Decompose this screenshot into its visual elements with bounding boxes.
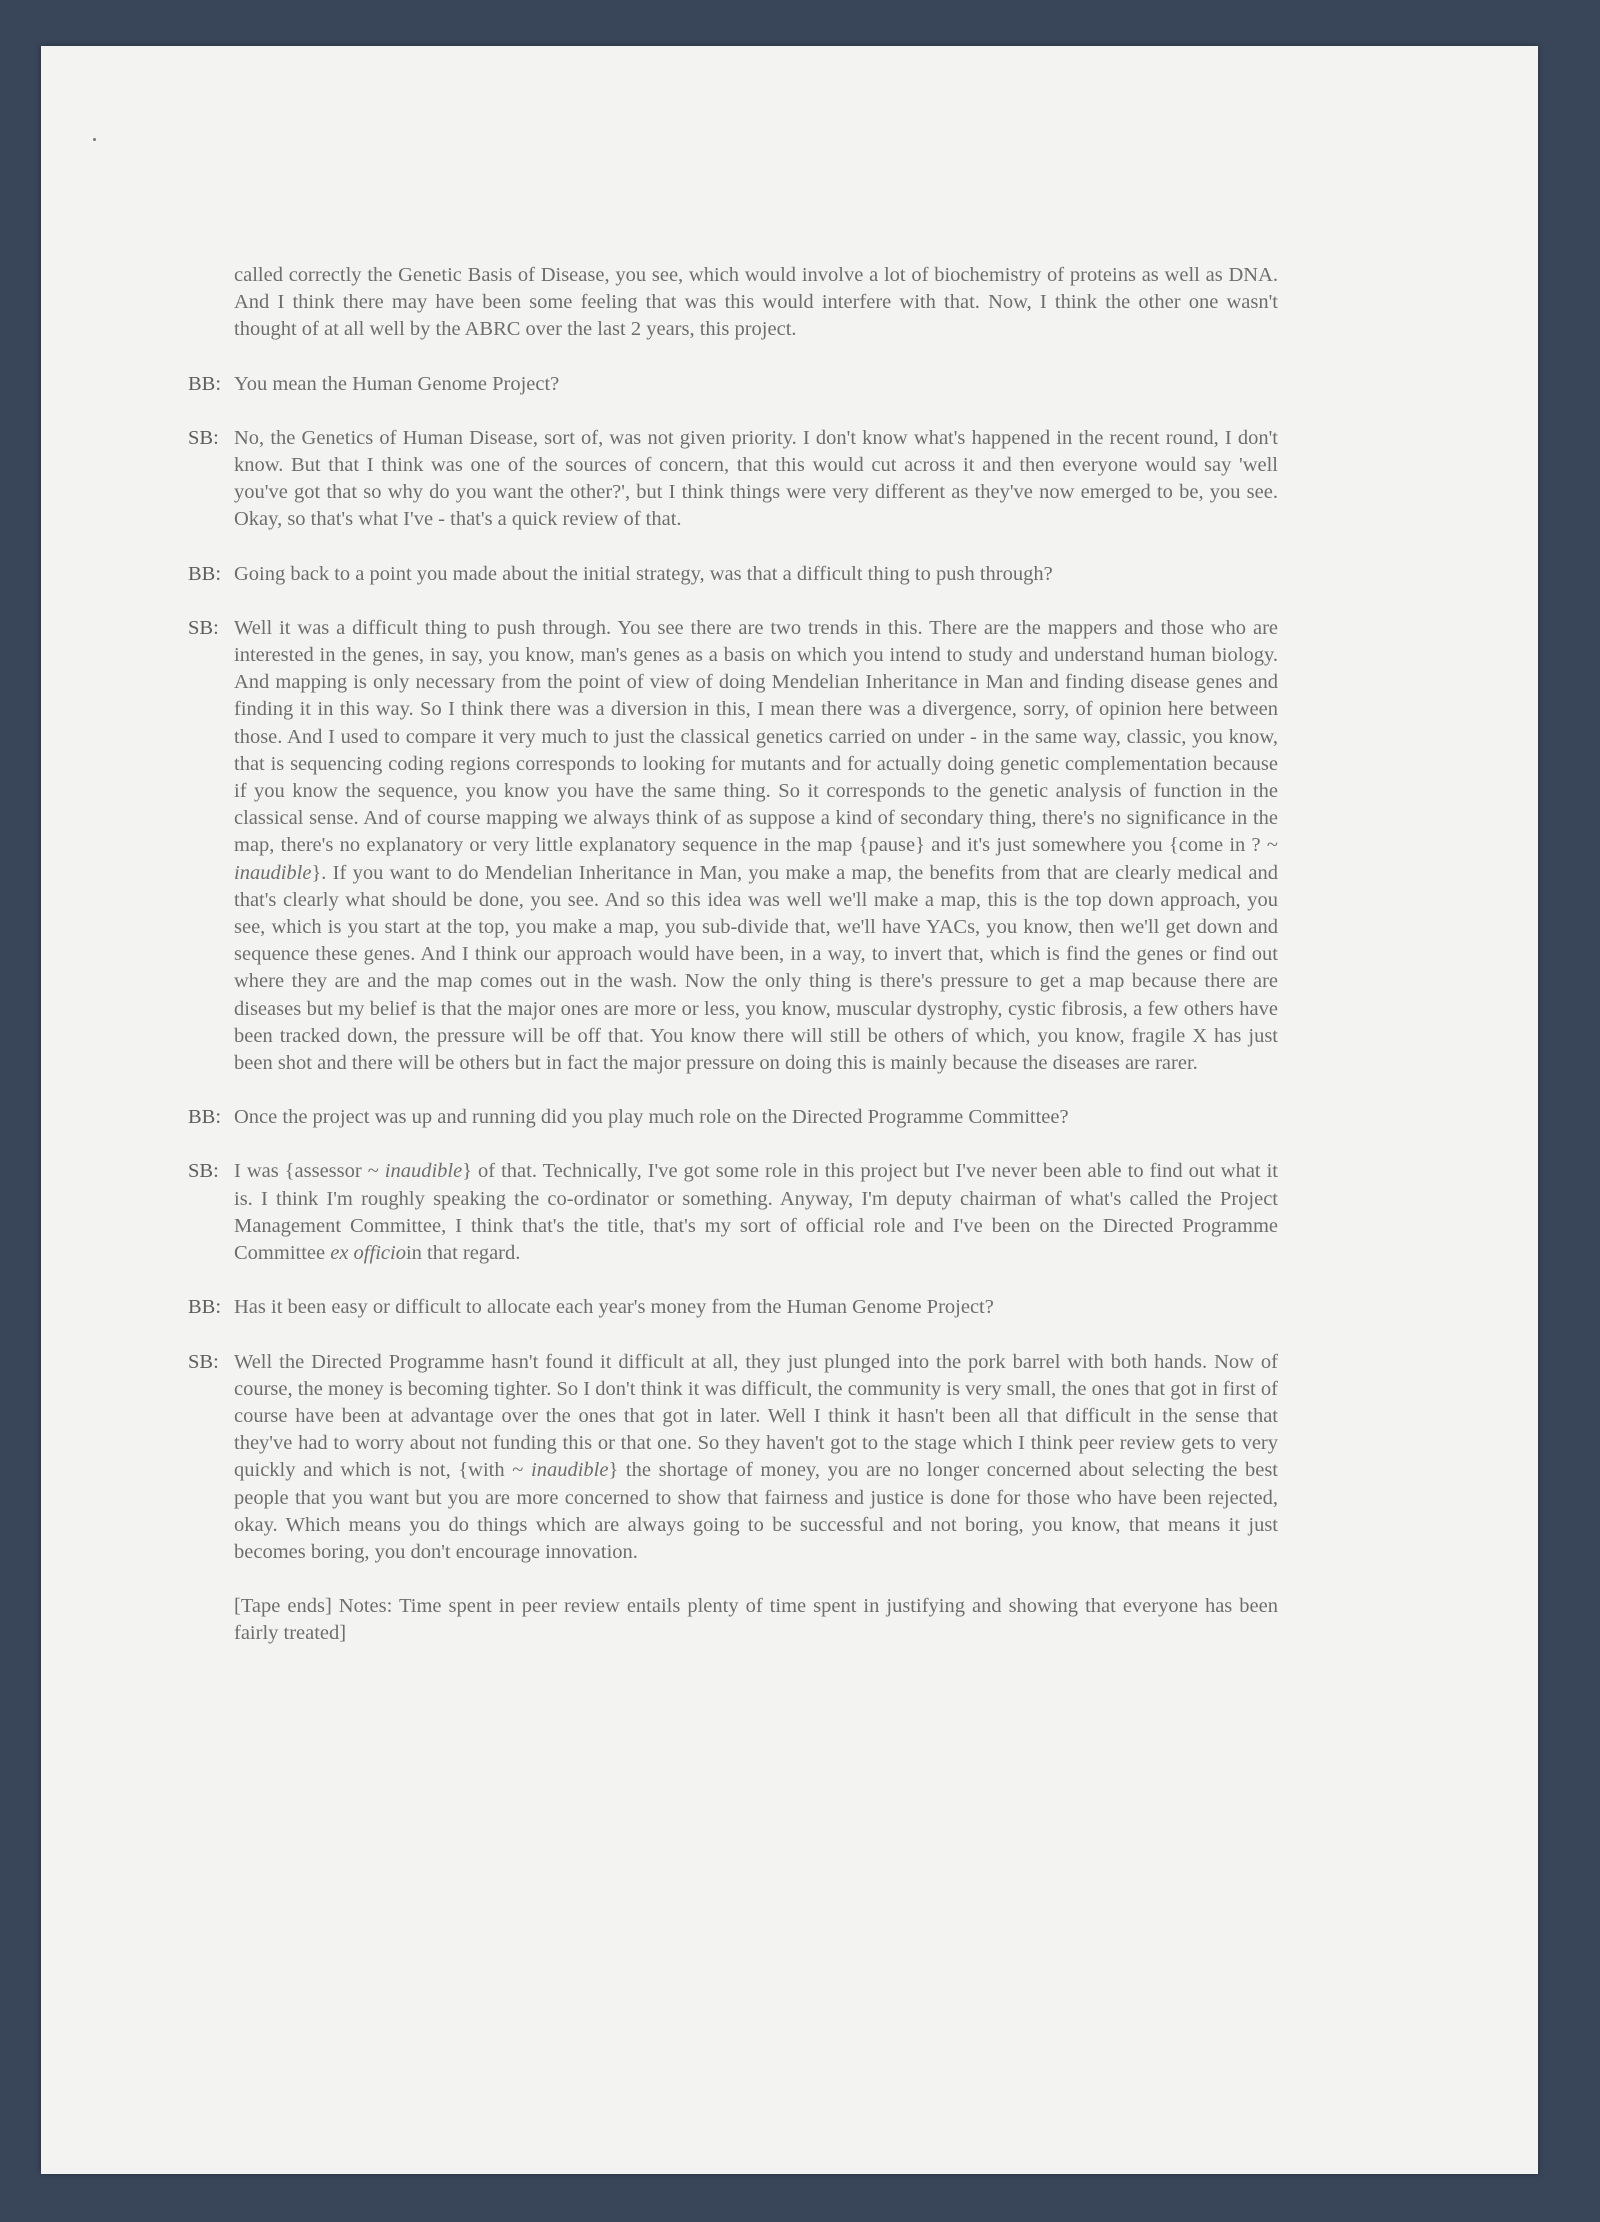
text-run: Well it was a difficult thing to push through. You see there are two trends in this. There are the mappers and those who are interested in the genes, in say, you know, man's genes as a basis on which you intend to study and understand human biology. And mapping is only necessary from the point of view of doing Mendelian Inheritance in Man and finding disease genes and finding it in this way. So I think there was a diversion in this, I mean there was a divergence, sorry, of opinion here between those. And I used to compare it very much to just the classical genetics carried on under - in the same way, classic, you know, that is sequencing coding regions corresponds to looking for mutants and for actually doing genetic complementation because if you know the sequence, you know you have the same thing. So it corresponds to the genetic analysis of function in the classical sense. And of course mapping we always think of as suppose a kind of secondary thing, there's no significance in the map, there's no explanatory or very little explanatory sequence in the map {pause} and it's just somewhere you {come in ? ~ <box>234 616 1278 857</box>
transcript-body <box>188 262 1278 1648</box>
scan-speck <box>93 138 96 141</box>
text-run: } of that. Technically, I've got some role in this project but I've never been able to find out what it is. I think I'm roughly speaking the co-ordinator or something. Anyway, I'm deputy chairman of what's called the Project Management Committee, I think that's the title, that's my sort of official role and I've been on the Directed Programme Committee <box>234 1160 1278 1265</box>
paragraph-bb-1 <box>188 371 1278 398</box>
paragraph-bb-2 <box>188 561 1278 588</box>
paragraph-text: Has it been easy or difficult to allocate each year's money from the Human Genome Project? <box>234 1296 994 1319</box>
note-text: [Tape ends] Notes: Time spent in peer review entails plenty of time spent in justifying and showing that everyone has been fairly treated] <box>234 1595 1278 1645</box>
paragraph-sb-2 <box>188 615 1278 1077</box>
text-run: Well the Directed Programme hasn't found it difficult at all, they just plunged into the pork barrel with both hands. Now of course, the money is becoming tighter. So I don't think it was difficult, the community is very small, the ones that got in first of course have been at advantage over the ones that got in later. Well I think it hasn't been all that difficult in the sense that they've had to worry about not funding this or that one. So they haven't got to the stage which I think peer review gets to very quickly and which is not, {with ~ <box>234 1350 1278 1482</box>
paragraph-sb-3 <box>188 1158 1278 1267</box>
speaker-label: SB: <box>188 1350 219 1373</box>
paragraph-bb-4 <box>188 1294 1278 1321</box>
paragraph-bb-3 <box>188 1104 1278 1131</box>
tape-end-note <box>188 1593 1278 1647</box>
paragraph-continuation <box>188 262 1278 344</box>
text-run: } the shortage of money, you are no longer concerned about selecting the best people that you want but you are more concerned to show that fairness and justice is done for those who have been rejected, okay. Which means you do things which are always going to be successful and not boring, you know, that means it just becomes boring, you don't encourage innovation. <box>234 1459 1279 1563</box>
paragraph-text <box>234 615 1278 1077</box>
speaker-label: SB: <box>188 426 219 449</box>
paragraph-text: You mean the Human Genome Project? <box>234 372 560 395</box>
italic-run: inaudible <box>531 1459 609 1482</box>
paragraph-text: Going back to a point you made about the initial strategy, was that a difficult thing to push through? <box>234 562 1053 585</box>
speaker-label: BB: <box>188 1296 222 1319</box>
italic-run: ex officio <box>330 1242 406 1265</box>
speaker-label: SB: <box>188 616 219 639</box>
speaker-label: BB: <box>188 1106 222 1129</box>
text-run: in that regard. <box>405 1242 521 1265</box>
paragraph-text <box>234 1349 1278 1567</box>
paragraph-sb-1 <box>188 425 1278 534</box>
paragraph-text <box>234 1158 1278 1267</box>
italic-run: inaudible <box>384 1160 463 1183</box>
text-run: }. If you want to do Mendelian Inheritance in Man, you make a map, the benefits from that are clearly medical and that's clearly what should be done, you see. And so this idea was well we'll make a map, this is the top down approach, you see, which is you start at the top, you make a map, you sub-divide that, we'll have YACs, you know, then we'll get down and sequence these genes. And I think our approach would have been, in a way, to invert that, which is find the genes or find out where they are and the map comes out in the wash. Now the only thing is there's pressure to get a map because there are diseases but my belief is that the major ones are more or less, you know, muscular dystrophy, cystic fibrosis, a few others have been tracked down, the pressure will be off that. You know there will still be others of which, you know, fragile X has just been shot and there will be others but in fact the major pressure on doing this is mainly because the diseases are rarer. <box>234 861 1278 1075</box>
paragraph-text: Once the project was up and running did you play much role on the Directed Programme Committee? <box>234 1106 1069 1129</box>
paragraph-text: called correctly the Genetic Basis of Disease, you see, which would involve a lot of biochemistry of proteins as well as DNA. And I think there may have been some feeling that was this would interfere with that. Now, I think the other one wasn't thought of at all well by the ABRC over the last 2 years, this project. <box>234 264 1278 341</box>
speaker-label: BB: <box>188 562 222 585</box>
speaker-label: BB: <box>188 372 222 395</box>
italic-run: inaudible <box>234 861 312 884</box>
speaker-label: SB: <box>188 1160 219 1183</box>
paragraph-sb-4 <box>188 1349 1278 1567</box>
text-run: I was {assessor ~ <box>234 1160 385 1183</box>
paragraph-text: No, the Genetics of Human Disease, sort of, was not given priority. I don't know what's happened in the recent round, I don't know. But that I think was one of the sources of concern, that this would cut across it and then everyone would say 'well you've got that so why do you want the other?', but I think things were very different as they've now emerged to be, you see. Okay, so that's what I've - that's a quick review of that. <box>234 426 1278 531</box>
